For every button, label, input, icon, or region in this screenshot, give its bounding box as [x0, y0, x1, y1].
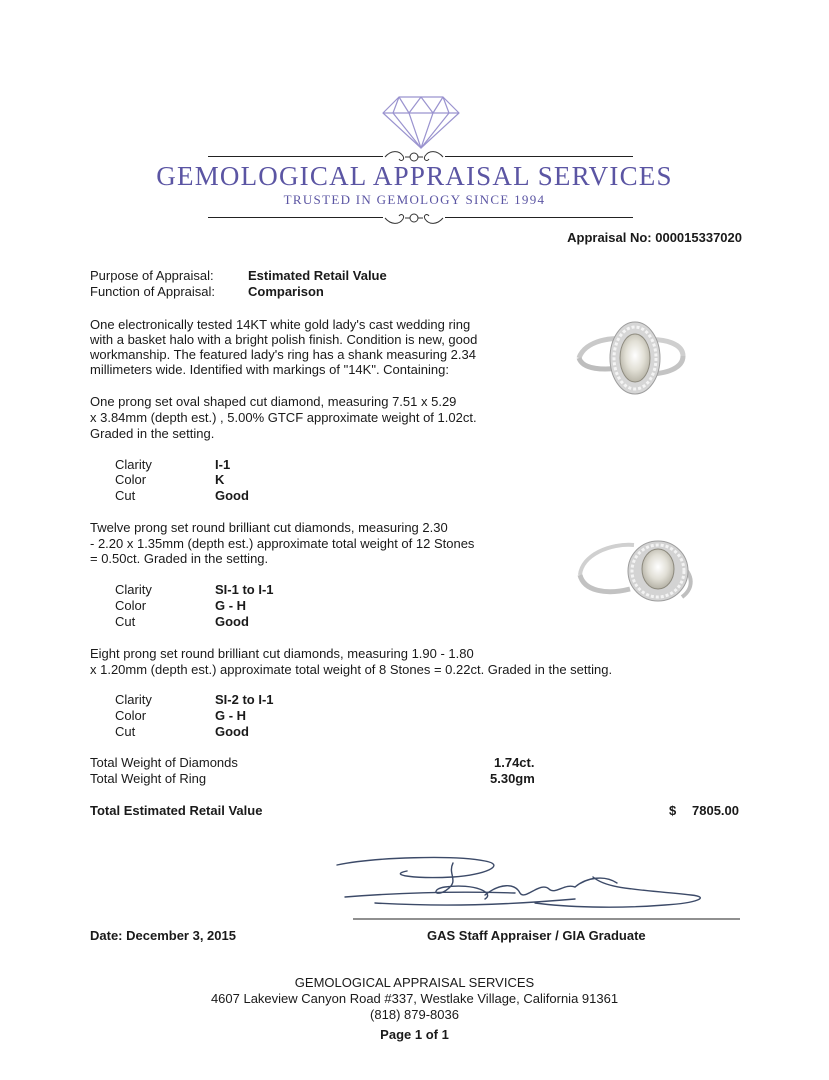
ring-photo-bottom: [570, 525, 715, 620]
stone3-color-value: G - H: [215, 708, 247, 723]
total-retail-value: 7805.00: [692, 803, 739, 818]
function-label: Function of Appraisal:: [90, 284, 216, 299]
page-number: Page 1 of 1: [380, 1027, 449, 1042]
stone1-clarity-value: I-1: [215, 457, 231, 472]
description-line-4: millimeters wide. Identified with markings of "14K". Containing:: [90, 362, 449, 377]
stone2-line-1: Twelve prong set round brilliant cut diamonds, measuring 2.30: [90, 520, 448, 535]
stone2-color-label: Color: [115, 598, 147, 613]
stone2-color-value: G - H: [215, 598, 247, 613]
stone3-color-label: Color: [115, 708, 147, 723]
signature-caption: GAS Staff Appraiser / GIA Graduate: [427, 928, 646, 943]
footer-address: 4607 Lakeview Canyon Road #337, Westlake Village, California 91361: [210, 991, 619, 1006]
bottom-rule-left: [208, 217, 383, 218]
stone2-line-2: - 2.20 x 1.35mm (depth est.) approximate total weight of 12 Stones: [90, 536, 475, 551]
stone1-color-value: K: [215, 472, 225, 487]
total-ring-label: Total Weight of Ring: [90, 771, 207, 786]
appraisal-number: Appraisal No: 000015337020: [567, 230, 742, 245]
appraiser-signature: [335, 853, 745, 925]
stone3-line-1: Eight prong set round brilliant cut diamonds, measuring 1.90 - 1.80: [90, 646, 474, 661]
stone2-line-3: = 0.50ct. Graded in the setting.: [90, 551, 269, 566]
top-rule-right: [445, 156, 633, 157]
total-ring-value: 5.30gm: [490, 771, 535, 786]
appraisal-date: Date: December 3, 2015: [90, 928, 236, 943]
purpose-value: Estimated Retail Value: [248, 268, 387, 283]
brand-tagline: TRUSTED IN GEMOLOGY SINCE 1994: [283, 192, 546, 207]
footer-phone: (818) 879-8036: [370, 1007, 459, 1022]
stone2-clarity-label: Clarity: [115, 582, 152, 597]
currency-symbol: $: [669, 803, 677, 818]
stone1-clarity-label: Clarity: [115, 457, 152, 472]
stone2-cut-label: Cut: [115, 614, 136, 629]
top-rule-left: [208, 156, 383, 157]
function-value: Comparison: [248, 284, 324, 299]
brand-name: GEMOLOGICAL APPRAISAL SERVICES: [156, 161, 673, 191]
diamond-outline-icon: [381, 95, 461, 150]
description-line-2: with a basket halo with a bright polish finish. Condition is new, good: [90, 332, 478, 347]
stone3-line-2: x 1.20mm (depth est.) approximate total weight of 8 Stones = 0.22ct. Graded in the setting.: [90, 662, 613, 677]
description-line-3: workmanship. The featured lady's ring has a shank measuring 2.34: [90, 347, 476, 362]
ornament-bottom-icon: [383, 209, 445, 227]
stone2-cut-value: Good: [215, 614, 249, 629]
stone3-clarity-label: Clarity: [115, 692, 152, 707]
purpose-label: Purpose of Appraisal:: [90, 268, 214, 283]
ring-photo-top: [575, 318, 687, 404]
total-retail-label: Total Estimated Retail Value: [90, 803, 263, 818]
total-diamonds-value: 1.74ct.: [494, 755, 535, 770]
stone1-line-1: One prong set oval shaped cut diamond, measuring 7.51 x 5.29: [90, 394, 457, 409]
stone2-clarity-value: SI-1 to I-1: [215, 582, 274, 597]
bottom-rule-right: [445, 217, 633, 218]
stone1-cut-label: Cut: [115, 488, 136, 503]
stone3-clarity-value: SI-2 to I-1: [215, 692, 274, 707]
stone1-cut-value: Good: [215, 488, 249, 503]
description-line-1: One electronically tested 14KT white gold lady's cast wedding ring: [90, 317, 471, 332]
stone1-line-2: x 3.84mm (depth est.) , 5.00% GTCF approximate weight of 1.02ct.: [90, 410, 477, 425]
footer-company: GEMOLOGICAL APPRAISAL SERVICES: [294, 975, 535, 990]
total-diamonds-label: Total Weight of Diamonds: [90, 755, 238, 770]
stone3-cut-label: Cut: [115, 724, 136, 739]
stone1-color-label: Color: [115, 472, 147, 487]
stone3-cut-value: Good: [215, 724, 249, 739]
stone1-line-3: Graded in the setting.: [90, 426, 215, 441]
